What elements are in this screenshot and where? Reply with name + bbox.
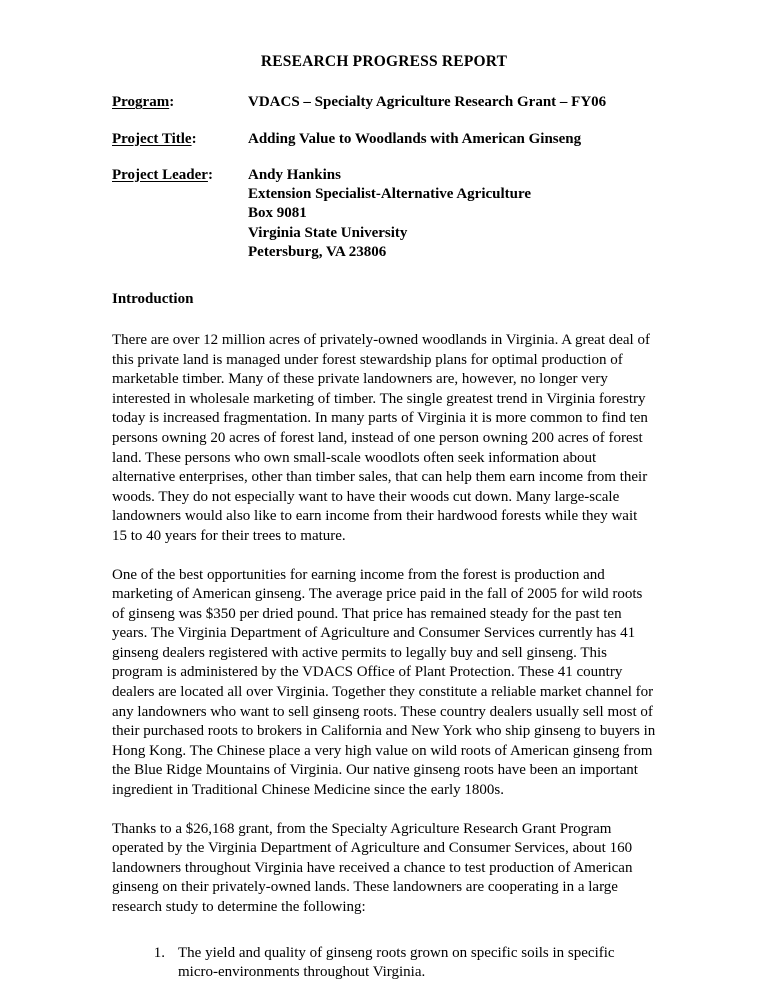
metadata-label-project-leader-colon: : [207,166,213,183]
metadata-value-project-title [248,130,656,166]
metadata-value-program-line-1: VDACS – Specialty Agriculture Research Grant – FY06 [248,94,607,111]
metadata-value-project-leader-line-1: Andy Hankins [248,166,341,183]
metadata-table [112,93,656,262]
metadata-value-project-leader-line-4: Virginia State University [248,224,408,241]
metadata-row-project-title [112,130,656,166]
metadata-value-project-leader [248,166,656,262]
objectives-list [112,944,656,983]
metadata-label-project-title-text: Project Title [112,130,192,147]
document-title: RESEARCH PROGRESS REPORT [260,53,508,70]
paragraph-1: There are over 12 million acres of privately-owned woodlands in Virginia. A great deal of this private land is managed under forest stewardship plans for optimal production of marketable timber. Many of these private landowners are, however, no longer very interested in wholesale marketing of timber. The single greatest trend in Virginia forestry today is increased fragmentation. In many parts of Virginia it is more common to find ten persons owning 20 acres of forest land, instead of one person owning 200 acres of forest land. These persons who own small-scale woodlots often seek information about alternative enterprises, other than timber sales, that can help them earn income from their woods. They do not especially want to have their woods cut down. Many large-scale landowners would also like to earn income from their hardwood forests while they wait 15 to 40 years for their trees to mature. [112,331,650,544]
metadata-label-project-title-colon: : [191,130,197,147]
section-heading-introduction: Introduction [112,291,194,308]
metadata-value-project-title-line-1: Adding Value to Woodlands with American Ginseng [248,130,582,147]
metadata-label-program-text: Program [112,94,170,111]
metadata-value-project-leader-line-5: Petersburg, VA 23806 [248,243,387,260]
metadata-row-project-leader [112,166,656,262]
metadata-row-program [112,93,656,129]
list-item: The yield and quality of ginseng roots grown on specific soils in specific micro-environments throughout Virginia. [178,944,615,981]
metadata-label-project-leader [112,166,248,262]
metadata-label-program-colon: : [169,94,175,111]
metadata-label-project-title [112,130,248,166]
paragraph-2: One of the best opportunities for earning income from the forest is production and marketing of American ginseng. The average price paid in the fall of 2005 for wild roots of ginseng was $350 per dried pound. That price has remained steady for the past ten years. The Virginia Department of Agriculture and Consumer Services currently has 41 ginseng dealers registered with active permits to legally buy and sell ginseng. This program is administered by the VDACS Office of Plant Protection. These 41 country dealers are located all over Virginia. Together they constitute a reliable market channel for any landowners who want to sell ginseng roots. These country dealers usually sell most of their purchased roots to brokers in California and New York who ship ginseng to buyers in Hong Kong. The Chinese place a very high value on wild roots of American ginseng from the Blue Ridge Mountains of Virginia. Our native ginseng roots have been an important ingredient in Traditional Chinese Medicine since the early 1800s. [112,566,656,799]
metadata-value-project-leader-line-2: Extension Specialist-Alternative Agriculture [248,186,532,203]
metadata-value-program [248,93,656,129]
metadata-value-project-leader-line-3: Box 9081 [248,205,307,222]
metadata-label-program [112,93,248,129]
paragraph-3: Thanks to a $26,168 grant, from the Specialty Agriculture Research Grant Program operated by the Virginia Department of Agriculture and Consumer Services, about 160 landowners throughout Virginia have received a chance to test production of American ginseng on their privately-owned lands. These landowners are cooperating in a large research study to determine the following: [112,820,633,916]
metadata-label-project-leader-text: Project Leader [112,166,208,183]
